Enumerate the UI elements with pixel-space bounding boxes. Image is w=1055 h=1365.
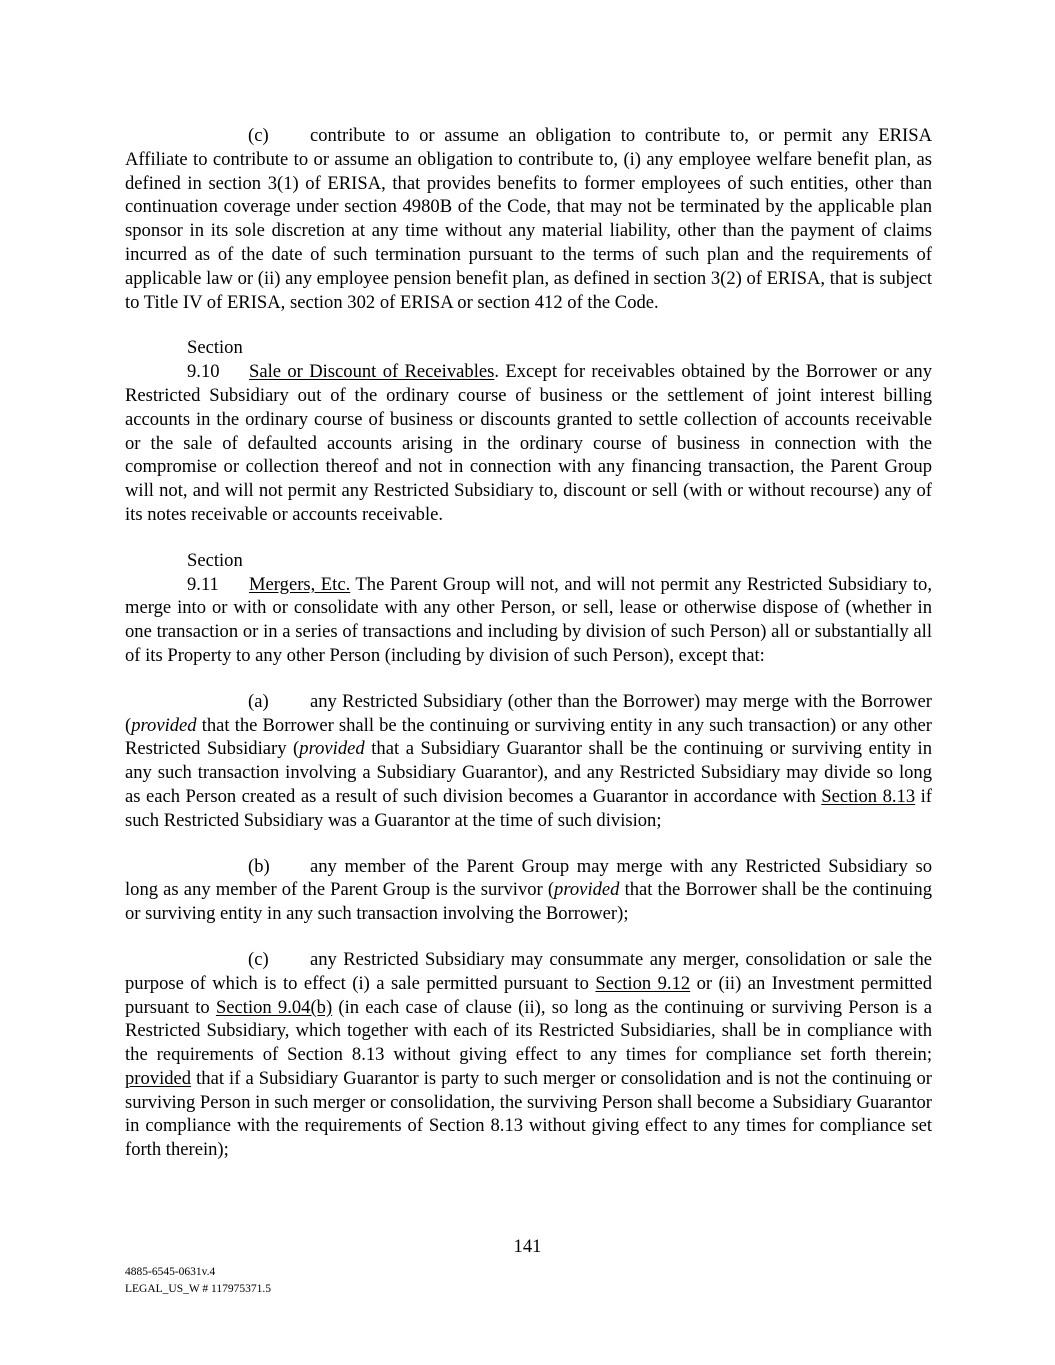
clause-text: that a Subsidiary Guarantor shall be the continuing or surviving entity in any such transaction involving a Subsidiary Guarantor), and any Restricted Subsidiary may divide so long as each Person created as a result of such division becomes a Guarantor in accordance with	[125, 738, 932, 807]
document-body	[125, 124, 932, 1162]
underlined-provided: provided	[125, 1067, 192, 1089]
clause-text: any Restricted Subsidiary (other than the Borrower) may merge with the Borrower (	[125, 690, 932, 736]
clause-text: if such Restricted Subsidiary was a Guarantor at the time of such division;	[125, 785, 932, 831]
clause-text: (in each case of clause (ii), so long as the continuing or surviving Person is a Restricted Subsidiary, which together with each of its Restricted Subsidiaries, shall be in compliance with the requirements of Section 8.13 without giving effect to any times for compliance set forth therein;	[125, 996, 933, 1066]
clause-text: that if a Subsidiary Guarantor is party to such merger or consolidation and is not the continuing or surviving Person in such merger or consolidation, the surviving Person shall become a Subsidiary Guarantor in compliance with the requirements of Section 8.13 without giving effect to any times for compliance set forth therein);	[125, 1067, 932, 1161]
section-reference: Section 9.12	[595, 972, 691, 994]
document-id: 4885-6545-0631v.4	[125, 1266, 216, 1278]
section-reference: Section 9.04(b)	[215, 996, 333, 1018]
section-title: Mergers, Etc.	[249, 573, 351, 595]
clause-text: any Restricted Subsidiary may consummate any merger, consolidation or sale the purpose of which is to effect (i) a sale permitted pursuant to	[125, 948, 932, 994]
clause-label: (a)	[248, 690, 269, 712]
section-reference: Section 8.13	[821, 785, 916, 807]
paragraph-a	[125, 690, 932, 833]
clause-text: that the Borrower shall be the continuing or surviving entity in any such transaction involving the Borrower);	[125, 879, 932, 925]
clause-text: that the Borrower shall be the continuing or surviving entity in any such transaction) or any other Restricted Subsidiary (	[125, 714, 932, 760]
legal-id: LEGAL_US_W # 117975371.5	[125, 1283, 271, 1295]
clause-label: (c)	[248, 948, 269, 970]
section-number: Section 9.10	[187, 337, 243, 383]
paragraph-b	[125, 855, 932, 926]
section-9-10	[125, 336, 932, 526]
page-number: 141	[513, 1236, 542, 1257]
section-number: Section 9.11	[187, 549, 243, 595]
clause-text: or (ii) an Investment permitted pursuant to	[125, 972, 933, 1018]
paragraph-c-erisa	[125, 124, 932, 314]
italic-provided: provided	[299, 738, 365, 760]
clause-label: (c)	[248, 125, 269, 146]
clause-label: (b)	[248, 855, 270, 877]
section-text: . Except for receivables obtained by the Borrower or any Restricted Subsidiary out of the ordinary course of business or the settlement of joint interest billing accounts in the ordinary course of business or discounts granted to settle collection of accounts receivable or the sale of defaulted accounts arising in the ordinary course of business in connection with the compromise or collection thereof and not in connection with any financing transaction, the Parent Group will not, and will not permit any Restricted Subsidiary to, discount or sell (with or without recourse) any of its notes receivable or accounts receivable.	[125, 361, 932, 525]
paragraph-c-merger	[125, 948, 932, 1162]
italic-provided: provided	[131, 714, 197, 736]
italic-provided: provided	[554, 879, 620, 901]
section-text: The Parent Group will not, and will not permit any Restricted Subsidiary to, merge into or with or consolidate with any other Person, or sell, lease or otherwise dispose of (whether in one transaction or in a series of transactions and including by division of such Person) all or substantially all of its Property to any other Person (including by division of such Person), except that:	[125, 573, 933, 666]
clause-text: contribute to or assume an obligation to contribute to, or permit any ERISA Affiliate to contribute to or assume an obligation to contribute to, (i) any employee welfare benefit plan, as defined in section 3(1) of ERISA, that provides benefits to former employees of such entities, other than continuation coverage under section 4980B of the Code, that may not be terminated by the applicable plan sponsor in its sole discretion at any time without any material liability, other than the payment of claims incurred as of the date of such termination pursuant to the terms of such plan and the requirements of applicable law or (ii) any employee pension benefit plan, as defined in section 3(2) of ERISA, that is subject to Title IV of ERISA, section 302 of ERISA or section 412 of the Code.	[125, 125, 932, 313]
section-title: Sale or Discount of Receivables	[249, 361, 495, 383]
clause-text: any member of the Parent Group may merge with any Restricted Subsidiary so long as any member of the Parent Group is the survivor (	[125, 855, 932, 901]
section-9-11	[125, 549, 932, 668]
